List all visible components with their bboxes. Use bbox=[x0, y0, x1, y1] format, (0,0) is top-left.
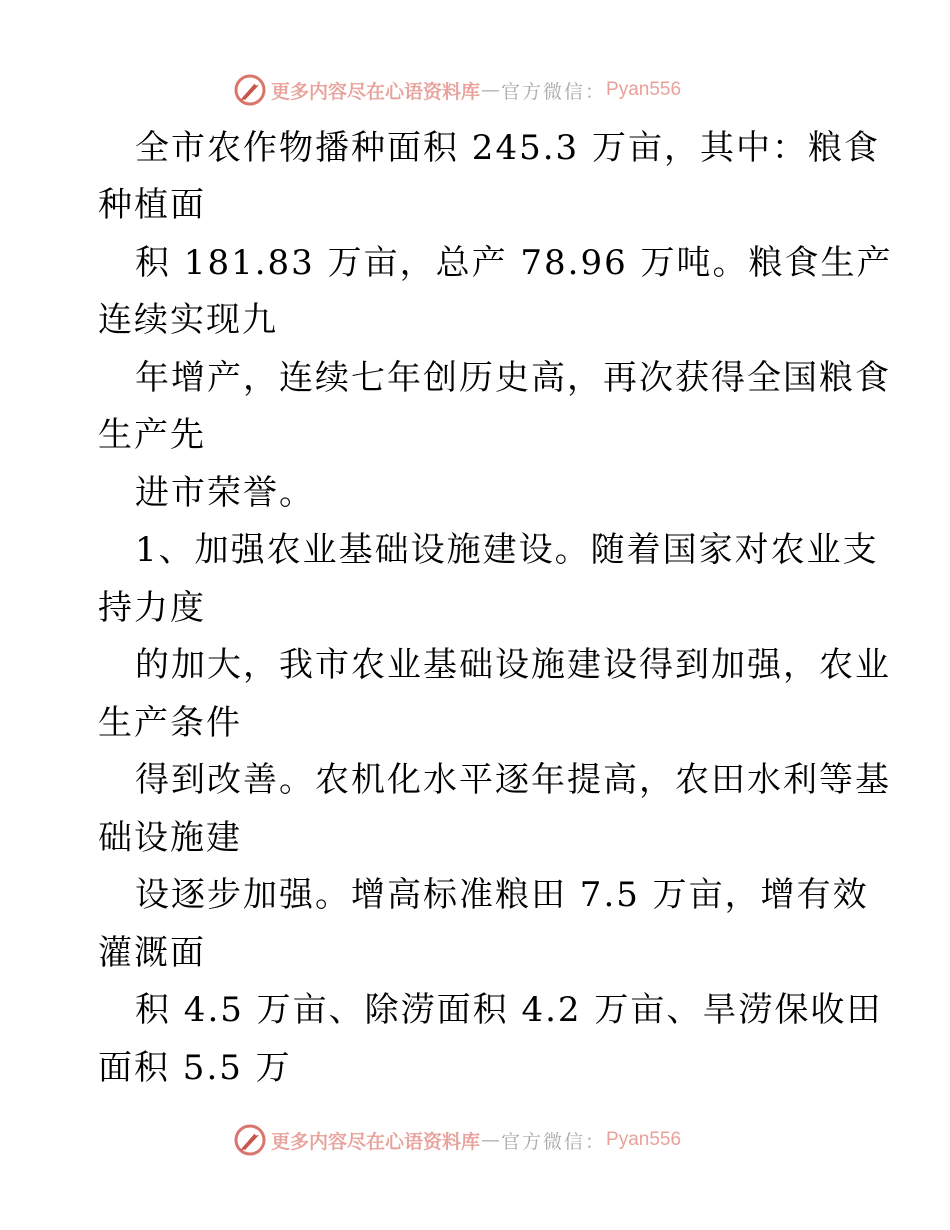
text-line: 连续实现九 bbox=[98, 300, 278, 340]
quill-circle-logo-icon bbox=[233, 1123, 267, 1157]
watermark-text: 更多内容尽在心语资料库 bbox=[271, 1130, 481, 1153]
text-line: 持力度 bbox=[98, 588, 206, 628]
footer-watermark bbox=[233, 1122, 681, 1158]
text-line: 生产条件 bbox=[98, 703, 242, 743]
text-line: 础设施建 bbox=[98, 818, 242, 858]
text-line: 积 181.83 万亩，总产 78.96 万吨。粮食生产 bbox=[135, 243, 893, 283]
watermark-dash: — bbox=[481, 79, 501, 101]
watermark-wechat-id: Pyan556 bbox=[606, 1129, 682, 1150]
text-line: 灌溉面 bbox=[98, 933, 206, 973]
watermark-wechat-label: 官方微信： bbox=[501, 80, 607, 103]
watermark-text: 更多内容尽在心语资料库 bbox=[271, 80, 481, 103]
text-line: 的加大，我市农业基础设施建设得到加强，农业 bbox=[135, 645, 891, 685]
text-line: 进市荣誉。 bbox=[135, 473, 315, 513]
text-line: 年增产，连续七年创历史高，再次获得全国粮食 bbox=[135, 358, 891, 398]
text-line: 面积 5.5 万 bbox=[98, 1048, 292, 1088]
watermark-wechat-id: Pyan556 bbox=[606, 79, 682, 100]
watermark-dash: — bbox=[481, 1129, 501, 1151]
watermark-wechat-label: 官方微信： bbox=[501, 1130, 607, 1153]
text-line: 1、加强农业基础设施建设。随着国家对农业支 bbox=[135, 530, 879, 570]
text-line: 得到改善。农机化水平逐年提高，农田水利等基 bbox=[135, 760, 891, 800]
text-line: 积 4.5 万亩、除涝面积 4.2 万亩、旱涝保收田 bbox=[135, 990, 883, 1030]
text-line: 生产先 bbox=[98, 415, 206, 455]
text-line: 种植面 bbox=[98, 185, 206, 225]
text-line: 全市农作物播种面积 245.3 万亩，其中：粮食 bbox=[135, 128, 880, 168]
text-line: 设逐步加强。增高标准粮田 7.5 万亩，增有效 bbox=[135, 875, 869, 915]
